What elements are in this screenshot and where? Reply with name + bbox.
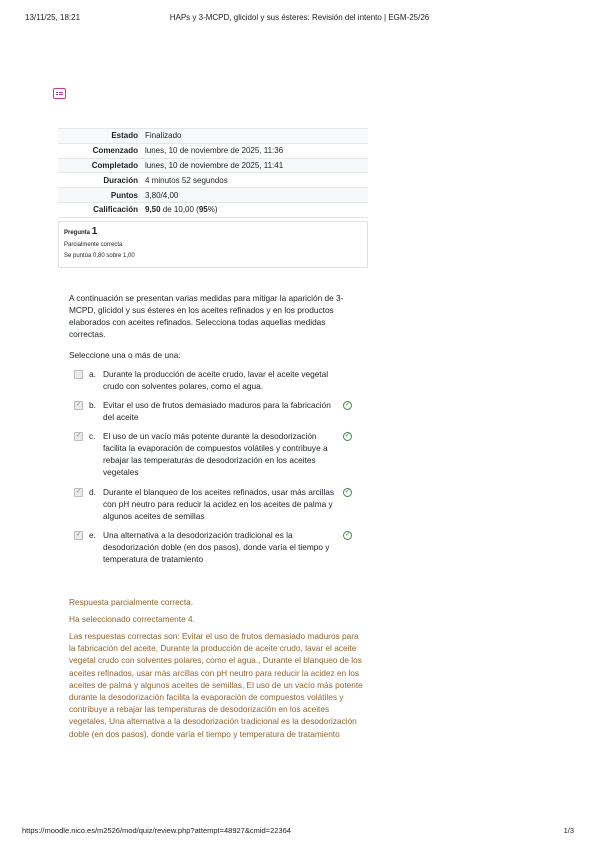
summary-label: Calificación xyxy=(93,205,138,215)
answer-option-b xyxy=(74,399,364,423)
quiz-navigation-icon[interactable] xyxy=(53,88,66,99)
correct-check-icon: ✓ xyxy=(344,489,351,495)
summary-label: Estado xyxy=(111,131,138,141)
checkbox-checked-icon: ✓ xyxy=(75,402,82,408)
print-datetime: 13/11/25, 18:21 xyxy=(25,13,81,22)
option-text: Evitar el uso de frutos demasiado maduros para la fabricación del aceite xyxy=(103,400,331,422)
question-number-value: 1 xyxy=(91,226,98,237)
question-state: Parcialmente correcta xyxy=(64,242,123,248)
summary-label: Completado xyxy=(91,160,138,170)
option-letter: d. xyxy=(89,487,96,497)
feedback-selected: Ha seleccionado correctamente 4. xyxy=(69,614,195,624)
answer-option-d xyxy=(74,486,364,522)
summary-row-points xyxy=(58,188,368,203)
page-title: HAPs y 3-MCPD, glicidol y sus ésteres: Revisión del intento | EGM-25/26 xyxy=(169,13,430,22)
footer-url: https://moodle.nico.es/m2526/mod/quiz/review.php?attempt=48927&cmid=22364 xyxy=(22,826,291,835)
summary-label: Duración xyxy=(103,175,138,185)
answer-option-a xyxy=(74,368,364,392)
question-text: A continuación se presentan varias medidas para mitigar la aparición de 3-MCPD, glicidol y sus ésteres en los aceites refinados y en los productos elaborados con aceites refinados. Selecciona todas aquellas medidas correctas. xyxy=(69,293,344,339)
summary-row-duration xyxy=(58,173,368,188)
summary-row-state xyxy=(58,128,368,144)
option-text: Durante el blanqueo de los aceites refinados, usar más arcillas con pH neutro para reducir la acidez en los aceites de palma y algunos aceites de semillas xyxy=(103,487,335,521)
page-number: 1/3 xyxy=(563,826,574,835)
attempt-summary-table xyxy=(58,128,368,218)
correct-check-icon: ✓ xyxy=(344,433,351,439)
summary-value: lunes, 10 de noviembre de 2025, 11:36 xyxy=(145,146,284,156)
grade-value xyxy=(145,205,368,214)
checkbox-checked-icon: ✓ xyxy=(75,433,82,439)
checkbox-checked-icon: ✓ xyxy=(75,489,82,495)
answer-option-e xyxy=(74,529,364,565)
grade-percent: 95 xyxy=(198,205,208,215)
question-number xyxy=(64,226,362,237)
summary-row-grade xyxy=(58,203,368,218)
option-letter: c. xyxy=(89,431,96,441)
option-text: Una alternativa a la desodorización tradicional es la desodorización doble (en dos pasos), donde varía el tiempo y temperatura de tratamiento xyxy=(103,530,330,564)
grade-score: 9,50 xyxy=(145,205,161,215)
question-mark: Se puntúa 0,80 sobre 1,00 xyxy=(64,253,135,259)
checkbox-unchecked xyxy=(74,370,83,379)
option-text: El uso de un vacío más potente durante la desodorización facilita la evaporación de compuestos volátiles y contribuye a rebajar las temperaturas de desodorización en los aceites vegetales xyxy=(103,431,328,477)
summary-value: 3,80/4,00 xyxy=(145,190,179,200)
grade-close: %) xyxy=(207,205,218,215)
question-info-box xyxy=(58,221,368,268)
option-text: Durante la producción de aceite crudo, lavar el aceite vegetal crudo con solventes polares, como el agua. xyxy=(103,369,329,391)
grade-rest: de 10,00 ( xyxy=(162,205,199,215)
summary-label: Comenzado xyxy=(92,146,138,156)
correct-check-icon: ✓ xyxy=(344,532,351,538)
option-letter: e. xyxy=(89,530,96,540)
feedback-status: Respuesta parcialmente correcta. xyxy=(69,597,194,607)
summary-label: Puntos xyxy=(110,190,138,200)
option-letter: a. xyxy=(89,369,96,379)
answer-prompt: Seleccione una o más de una: xyxy=(69,350,181,360)
checkbox-checked-icon: ✓ xyxy=(75,532,82,538)
option-letter: b. xyxy=(89,400,96,410)
correct-check-icon: ✓ xyxy=(344,402,351,408)
summary-value: 4 minutos 52 segundos xyxy=(145,175,228,185)
summary-row-started xyxy=(58,144,368,159)
feedback-right-answer: Las respuestas correctas son: Evitar el uso de frutos demasiado maduros para la fabricación del aceite, Durante la producción de aceite crudo, lavar el aceite vegetal crudo con solventes polares, como el agua., Durante el blanqueo de los aceites refinados, usar más arcillas con pH neutro para reducir la acidez en los aceites de palma y algunos aceites de semillas, El uso de un vacío más potente durante la desodorización facilita la evaporación de compuestos volátiles y contribuye a rebajar las temperaturas de desodorización en los aceites vegetales, Una alternativa a la desodorización tradicional es la desodorización doble (en dos pasos), donde varía el tiempo y temperatura de tratamiento xyxy=(69,631,363,739)
summary-row-completed xyxy=(58,159,368,174)
summary-value: lunes, 10 de noviembre de 2025, 11:41 xyxy=(145,160,284,170)
question-prefix: Pregunta xyxy=(64,230,91,236)
summary-value: Finalizado xyxy=(145,131,182,141)
answer-option-c xyxy=(74,430,364,478)
